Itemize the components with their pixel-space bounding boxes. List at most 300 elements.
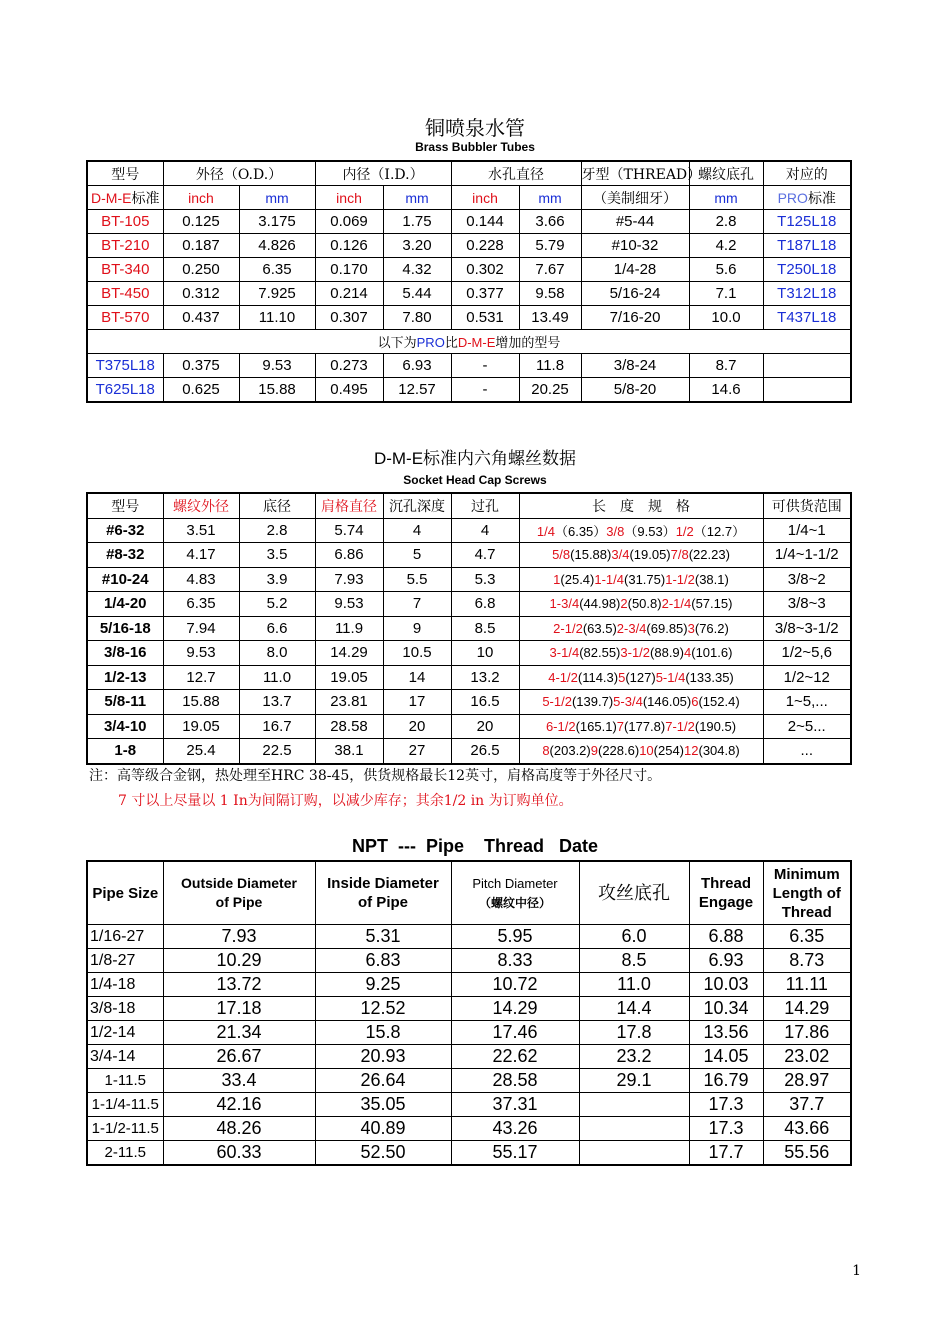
length-inch: 10 <box>639 743 654 759</box>
od-in-cell: 0.375 <box>163 354 239 378</box>
engage-cell: 17.3 <box>689 1093 763 1117</box>
table-row <box>87 234 851 258</box>
socket-title <box>0 444 950 469</box>
od-cell: 60.33 <box>163 1141 315 1166</box>
thread-od-cell: 4.83 <box>163 567 239 592</box>
cb-depth-cell: 10.5 <box>383 641 451 666</box>
table-row <box>87 592 851 617</box>
thread-od-cell: 25.4 <box>163 739 239 764</box>
od-in-cell: 0.437 <box>163 306 239 330</box>
length-mm: (114.3) <box>577 669 619 685</box>
length-mm: (31.75) <box>624 571 666 587</box>
range-cell: 3/8~3 <box>763 592 851 617</box>
tap-cell <box>579 1117 689 1141</box>
socket-header <box>87 493 851 518</box>
unit-hole-inch: inch <box>451 186 519 210</box>
tap-cell: 14.6 <box>689 378 763 403</box>
bubbler-body <box>87 210 851 330</box>
col-thread-od: 螺纹外径 <box>163 493 239 518</box>
id-in-cell: 0.170 <box>315 258 383 282</box>
model-cell: #10-24 <box>87 567 163 592</box>
model-cell: 1/4-20 <box>87 592 163 617</box>
tap-cell: 8.5 <box>579 949 689 973</box>
note-post: 增加的型号 <box>495 336 561 351</box>
hole-mm-cell: 7.67 <box>519 258 581 282</box>
length-inch: 9 <box>590 743 598 759</box>
model-cell: #8-32 <box>87 543 163 568</box>
pipe-size-cell: 3/4-14 <box>87 1045 163 1069</box>
pipe-size-cell: 2-11.5 <box>87 1141 163 1166</box>
thread-cell: 3/8-24 <box>581 354 689 378</box>
min-length-cell: 17.86 <box>763 1021 851 1045</box>
tap-cell <box>579 1093 689 1117</box>
table-row <box>87 518 851 543</box>
length-mm: （6.35） <box>554 523 607 539</box>
npt-engage-line1: Thread <box>700 875 751 892</box>
bubbler-header <box>87 161 851 210</box>
table-row <box>87 1069 851 1093</box>
model-cell: BT-210 <box>87 234 163 258</box>
length-inch: 1-3/4 <box>549 596 580 612</box>
col-clearance: 过孔 <box>451 493 519 518</box>
length-mm: (19.05) <box>629 547 671 563</box>
engage-cell: 6.88 <box>689 925 763 949</box>
model-cell: 3/8-16 <box>87 641 163 666</box>
socket-table <box>86 492 852 765</box>
hole-mm-cell: 11.8 <box>519 354 581 378</box>
length-mm: (304.8) <box>698 743 740 759</box>
model-cell: 5/8-11 <box>87 690 163 715</box>
npt-col-tap: 攻丝底孔 <box>579 861 689 925</box>
base-dia-cell: 3.5 <box>239 543 315 568</box>
pitch-cell: 55.17 <box>451 1141 579 1166</box>
hole-in-cell: 0.144 <box>451 210 519 234</box>
id-cell: 5.31 <box>315 925 451 949</box>
min-length-cell: 8.73 <box>763 949 851 973</box>
length-inch: 3/8 <box>606 523 625 539</box>
table-row <box>87 210 851 234</box>
min-length-cell: 43.66 <box>763 1117 851 1141</box>
cb-depth-cell: 20 <box>383 714 451 739</box>
base-dia-cell: 16.7 <box>239 714 315 739</box>
od-in-cell: 0.125 <box>163 210 239 234</box>
npt-title: NPT --- Pipe Thread Date <box>351 836 599 856</box>
tap-cell: 23.2 <box>579 1045 689 1069</box>
length-mm: (82.55) <box>579 645 621 661</box>
table-row <box>87 1045 851 1069</box>
thread-cell: #5-44 <box>581 210 689 234</box>
table-row <box>87 378 851 403</box>
model-cell: #6-32 <box>87 518 163 543</box>
od-in-cell: 0.625 <box>163 378 239 403</box>
id-cell: 15.8 <box>315 1021 451 1045</box>
model-cell: BT-105 <box>87 210 163 234</box>
base-dia-cell: 11.0 <box>239 665 315 690</box>
unit-id-inch: inch <box>315 186 383 210</box>
length-mm: (139.7) <box>571 694 614 710</box>
thread-cell: 1/4-28 <box>581 258 689 282</box>
length-inch: 2-3/4 <box>616 620 647 636</box>
range-cell: ... <box>763 739 851 764</box>
col-base-dia: 底径 <box>239 493 315 518</box>
id-in-cell: 0.273 <box>315 354 383 378</box>
id-in-cell: 0.069 <box>315 210 383 234</box>
length-inch: 4-1/2 <box>548 669 578 685</box>
length-inch: 6 <box>691 694 699 710</box>
od-mm-cell: 6.35 <box>239 258 315 282</box>
tap-cell: 11.0 <box>579 973 689 997</box>
socket-body <box>87 518 851 764</box>
thread-sub: （美制细牙） <box>581 186 689 210</box>
min-length-cell: 14.29 <box>763 997 851 1021</box>
engage-cell: 10.03 <box>689 973 763 997</box>
length-inch: 5-3/4 <box>613 694 643 710</box>
col-length-spec: 长 度 规 格 <box>519 493 763 518</box>
npt-id-line1: Inside Diameter <box>327 875 439 892</box>
hole-mm-cell: 9.58 <box>519 282 581 306</box>
tap-cell: 2.8 <box>689 210 763 234</box>
model-cell: BT-340 <box>87 258 163 282</box>
length-mm: (15.88) <box>570 547 612 563</box>
clearance-cell: 6.8 <box>451 592 519 617</box>
length-mm: (152.4) <box>698 694 740 710</box>
length-inch: 7 <box>616 718 625 734</box>
pitch-cell: 14.29 <box>451 997 579 1021</box>
pitch-cell: 8.33 <box>451 949 579 973</box>
model-cell: 3/4-10 <box>87 714 163 739</box>
npt-header <box>87 861 851 925</box>
pitch-cell: 5.95 <box>451 925 579 949</box>
hole-in-cell: - <box>451 378 519 403</box>
pro-cell <box>763 354 851 378</box>
table-row <box>87 1093 851 1117</box>
tap-cell: 8.7 <box>689 354 763 378</box>
id-cell: 26.64 <box>315 1069 451 1093</box>
od-mm-cell: 4.826 <box>239 234 315 258</box>
pitch-cell: 10.72 <box>451 973 579 997</box>
length-spec-cell <box>519 518 763 543</box>
hole-mm-cell: 13.49 <box>519 306 581 330</box>
npt-pitch-line1: Pitch Diameter <box>472 875 558 891</box>
range-cell: 1/2~5,6 <box>763 641 851 666</box>
npt-pitch-line2: （螺纹中径） <box>478 895 551 910</box>
length-inch: 7/8 <box>670 547 689 563</box>
clearance-cell: 8.5 <box>451 616 519 641</box>
length-spec-cell <box>519 616 763 641</box>
id-mm-cell: 7.80 <box>383 306 451 330</box>
npt-col-min-length <box>763 861 851 925</box>
base-dia-cell: 2.8 <box>239 518 315 543</box>
tap-cell: 29.1 <box>579 1069 689 1093</box>
bubbler-note <box>87 330 851 354</box>
npt-min-line3: Thread <box>781 903 832 921</box>
pitch-cell: 17.46 <box>451 1021 579 1045</box>
length-mm: (25.4) <box>560 571 595 587</box>
pro-cell <box>763 378 851 403</box>
header-dme-std <box>87 186 163 210</box>
od-mm-cell: 7.925 <box>239 282 315 306</box>
od-mm-cell: 3.175 <box>239 210 315 234</box>
length-mm: (146.05) <box>642 694 692 710</box>
table-row <box>87 997 851 1021</box>
engage-cell: 16.79 <box>689 1069 763 1093</box>
model-cell: 1/2-13 <box>87 665 163 690</box>
table-row <box>87 973 851 997</box>
unit-tap-mm: mm <box>689 186 763 210</box>
pitch-cell: 43.26 <box>451 1117 579 1141</box>
tap-cell: 5.6 <box>689 258 763 282</box>
hole-in-cell: 0.531 <box>451 306 519 330</box>
od-in-cell: 0.187 <box>163 234 239 258</box>
length-inch: 5-1/4 <box>655 669 686 685</box>
length-inch: 4 <box>684 645 692 661</box>
tap-cell: 14.4 <box>579 997 689 1021</box>
od-cell: 13.72 <box>163 973 315 997</box>
model-cell: T625L18 <box>87 378 163 403</box>
tap-cell: 4.2 <box>689 234 763 258</box>
pipe-size-cell: 3/8-18 <box>87 997 163 1021</box>
table-row <box>87 925 851 949</box>
hole-mm-cell: 20.25 <box>519 378 581 403</box>
length-inch: 1 <box>553 571 561 587</box>
length-mm: (228.6) <box>597 743 640 759</box>
pro-cell: T187L18 <box>763 234 851 258</box>
hole-in-cell: - <box>451 354 519 378</box>
npt-od-line2: of Pipe <box>215 894 263 910</box>
table-row <box>87 949 851 973</box>
range-cell: 3/8~3-1/2 <box>763 616 851 641</box>
id-mm-cell: 4.32 <box>383 258 451 282</box>
table-row <box>87 567 851 592</box>
id-cell: 9.25 <box>315 973 451 997</box>
table-row <box>87 641 851 666</box>
table-row <box>87 616 851 641</box>
id-mm-cell: 12.57 <box>383 378 451 403</box>
head-dia-cell: 5.74 <box>315 518 383 543</box>
col-head-dia: 肩格直径 <box>315 493 383 518</box>
socket-title-prefix: D-M-E <box>373 449 424 468</box>
base-dia-cell: 5.2 <box>239 592 315 617</box>
pro-label: PRO <box>777 189 808 206</box>
length-spec-cell <box>519 714 763 739</box>
npt-engage-line2: Engage <box>698 894 754 911</box>
bubbler-title-cn: 铜喷泉水管 <box>425 116 525 140</box>
length-mm: (38.1) <box>694 571 729 587</box>
clearance-cell: 10 <box>451 641 519 666</box>
length-spec-cell <box>519 665 763 690</box>
length-spec-cell <box>519 592 763 617</box>
length-mm: (190.5) <box>694 718 737 734</box>
range-cell: 1/4~1 <box>763 518 851 543</box>
head-dia-cell: 38.1 <box>315 739 383 764</box>
thread-od-cell: 12.7 <box>163 665 239 690</box>
range-cell: 2~5... <box>763 714 851 739</box>
socket-title-en: Socket Head Cap Screws <box>403 473 547 487</box>
od-cell: 33.4 <box>163 1069 315 1093</box>
npt-body <box>87 925 851 1166</box>
pipe-size-cell: 1/4-18 <box>87 973 163 997</box>
min-length-cell: 55.56 <box>763 1141 851 1166</box>
tap-cell: 7.1 <box>689 282 763 306</box>
engage-cell: 14.05 <box>689 1045 763 1069</box>
id-cell: 12.52 <box>315 997 451 1021</box>
npt-id-line2: of Pipe <box>357 894 408 911</box>
min-length-cell: 6.35 <box>763 925 851 949</box>
id-mm-cell: 6.93 <box>383 354 451 378</box>
col-cb-depth: 沉孔深度 <box>383 493 451 518</box>
pipe-size-cell: 1/2-14 <box>87 1021 163 1045</box>
model-cell: 5/16-18 <box>87 616 163 641</box>
table-row <box>87 258 851 282</box>
length-inch: 2 <box>620 596 628 612</box>
length-inch: 8 <box>542 743 550 759</box>
length-inch: 12 <box>684 743 699 759</box>
od-cell: 21.34 <box>163 1021 315 1045</box>
pro-cell: T250L18 <box>763 258 851 282</box>
cb-depth-cell: 7 <box>383 592 451 617</box>
thread-od-cell: 4.17 <box>163 543 239 568</box>
length-inch: 1-1/2 <box>665 571 695 587</box>
cb-depth-cell: 9 <box>383 616 451 641</box>
bubbler-title-en: Brass Bubbler Tubes <box>415 140 535 154</box>
od-mm-cell: 11.10 <box>239 306 315 330</box>
id-in-cell: 0.495 <box>315 378 383 403</box>
length-mm: (127) <box>625 669 656 685</box>
cb-depth-cell: 27 <box>383 739 451 764</box>
head-dia-cell: 11.9 <box>315 616 383 641</box>
min-length-cell: 28.97 <box>763 1069 851 1093</box>
bubbler-extra-body <box>87 354 851 403</box>
header-od: 外径（O.D.） <box>163 161 315 186</box>
unit-od-inch: inch <box>163 186 239 210</box>
table-row <box>87 1141 851 1166</box>
clearance-cell: 5.3 <box>451 567 519 592</box>
pipe-size-cell: 1/8-27 <box>87 949 163 973</box>
length-mm: (50.8) <box>627 596 662 612</box>
thread-od-cell: 19.05 <box>163 714 239 739</box>
std-suffix: 标准 <box>131 190 160 207</box>
tap-cell: 17.8 <box>579 1021 689 1045</box>
table-row <box>87 739 851 764</box>
hole-mm-cell: 3.66 <box>519 210 581 234</box>
model-cell: BT-570 <box>87 306 163 330</box>
length-inch: 6-1/2 <box>545 718 576 734</box>
npt-col-pitch <box>451 861 579 925</box>
socket-note-1: 注：高等级合金钢，热处理至HRC 38-45，供货规格最长12英寸，肩格高度等于外径尺寸。 <box>89 768 662 784</box>
pro-cell: T312L18 <box>763 282 851 306</box>
thread-cell: #10-32 <box>581 234 689 258</box>
clearance-cell: 4.7 <box>451 543 519 568</box>
cb-depth-cell: 5.5 <box>383 567 451 592</box>
thread-cell: 7/16-20 <box>581 306 689 330</box>
length-inch: 1-1/4 <box>594 571 625 587</box>
head-dia-cell: 19.05 <box>315 665 383 690</box>
range-cell: 1~5,... <box>763 690 851 715</box>
cb-depth-cell: 5 <box>383 543 451 568</box>
pitch-cell: 28.58 <box>451 1069 579 1093</box>
id-cell: 35.05 <box>315 1093 451 1117</box>
pro-suffix: 标准 <box>807 190 836 207</box>
thread-od-cell: 7.94 <box>163 616 239 641</box>
clearance-cell: 26.5 <box>451 739 519 764</box>
base-dia-cell: 22.5 <box>239 739 315 764</box>
head-dia-cell: 23.81 <box>315 690 383 715</box>
length-inch: 3-1/2 <box>620 645 651 661</box>
table-row <box>87 282 851 306</box>
id-mm-cell: 3.20 <box>383 234 451 258</box>
length-mm: (203.2) <box>549 743 591 759</box>
length-inch: 5/8 <box>552 547 571 563</box>
length-mm: (101.6) <box>691 645 733 661</box>
od-cell: 17.18 <box>163 997 315 1021</box>
length-inch: 2-1/2 <box>553 620 583 636</box>
length-mm: (57.15) <box>691 596 733 612</box>
od-in-cell: 0.250 <box>163 258 239 282</box>
od-cell: 10.29 <box>163 949 315 973</box>
header-pro-std <box>763 186 851 210</box>
engage-cell: 17.7 <box>689 1141 763 1166</box>
length-spec-cell <box>519 739 763 764</box>
cb-depth-cell: 4 <box>383 518 451 543</box>
engage-cell: 17.3 <box>689 1117 763 1141</box>
od-mm-cell: 15.88 <box>239 378 315 403</box>
dme-label: D-M-E <box>91 189 132 206</box>
id-in-cell: 0.214 <box>315 282 383 306</box>
tap-cell <box>579 1141 689 1166</box>
length-inch: 3/4 <box>611 547 630 563</box>
model-cell: T375L18 <box>87 354 163 378</box>
length-mm: (76.2) <box>694 620 729 636</box>
length-inch: 1/4 <box>536 523 555 539</box>
npt-min-line2: Length of <box>772 884 841 902</box>
note-pre: 以下为 <box>377 336 417 351</box>
length-mm: (44.98) <box>579 596 621 612</box>
table-row <box>87 306 851 330</box>
socket-title-cn: 标准内六角螺丝数据 <box>423 449 577 469</box>
thread-od-cell: 3.51 <box>163 518 239 543</box>
length-mm: (165.1) <box>575 718 617 734</box>
pipe-size-cell: 1/16-27 <box>87 925 163 949</box>
pitch-cell: 22.62 <box>451 1045 579 1069</box>
header-tap: 螺纹底孔 <box>689 161 763 186</box>
length-inch: 7-1/2 <box>665 718 695 734</box>
length-inch: 3 <box>687 620 695 636</box>
note-dme: D-M-E <box>457 335 496 350</box>
od-cell: 42.16 <box>163 1093 315 1117</box>
head-dia-cell: 9.53 <box>315 592 383 617</box>
table-row <box>87 543 851 568</box>
head-dia-cell: 14.29 <box>315 641 383 666</box>
base-dia-cell: 3.9 <box>239 567 315 592</box>
od-cell: 7.93 <box>163 925 315 949</box>
head-dia-cell: 6.86 <box>315 543 383 568</box>
id-cell: 20.93 <box>315 1045 451 1069</box>
range-cell: 1/2~12 <box>763 665 851 690</box>
npt-col-engage <box>689 861 763 925</box>
table-row <box>87 354 851 378</box>
col-model: 型号 <box>87 493 163 518</box>
unit-id-mm: mm <box>383 186 451 210</box>
pipe-size-cell: 1-1/2-11.5 <box>87 1117 163 1141</box>
header-model: 型号 <box>87 161 163 186</box>
length-mm: (22.23) <box>688 547 730 563</box>
npt-od-line1: Outside Diameter <box>181 875 297 891</box>
range-cell: 3/8~2 <box>763 567 851 592</box>
npt-col-od <box>163 861 315 925</box>
npt-col-id <box>315 861 451 925</box>
length-mm: (63.5) <box>582 620 617 636</box>
bubbler-note-row <box>87 330 851 354</box>
